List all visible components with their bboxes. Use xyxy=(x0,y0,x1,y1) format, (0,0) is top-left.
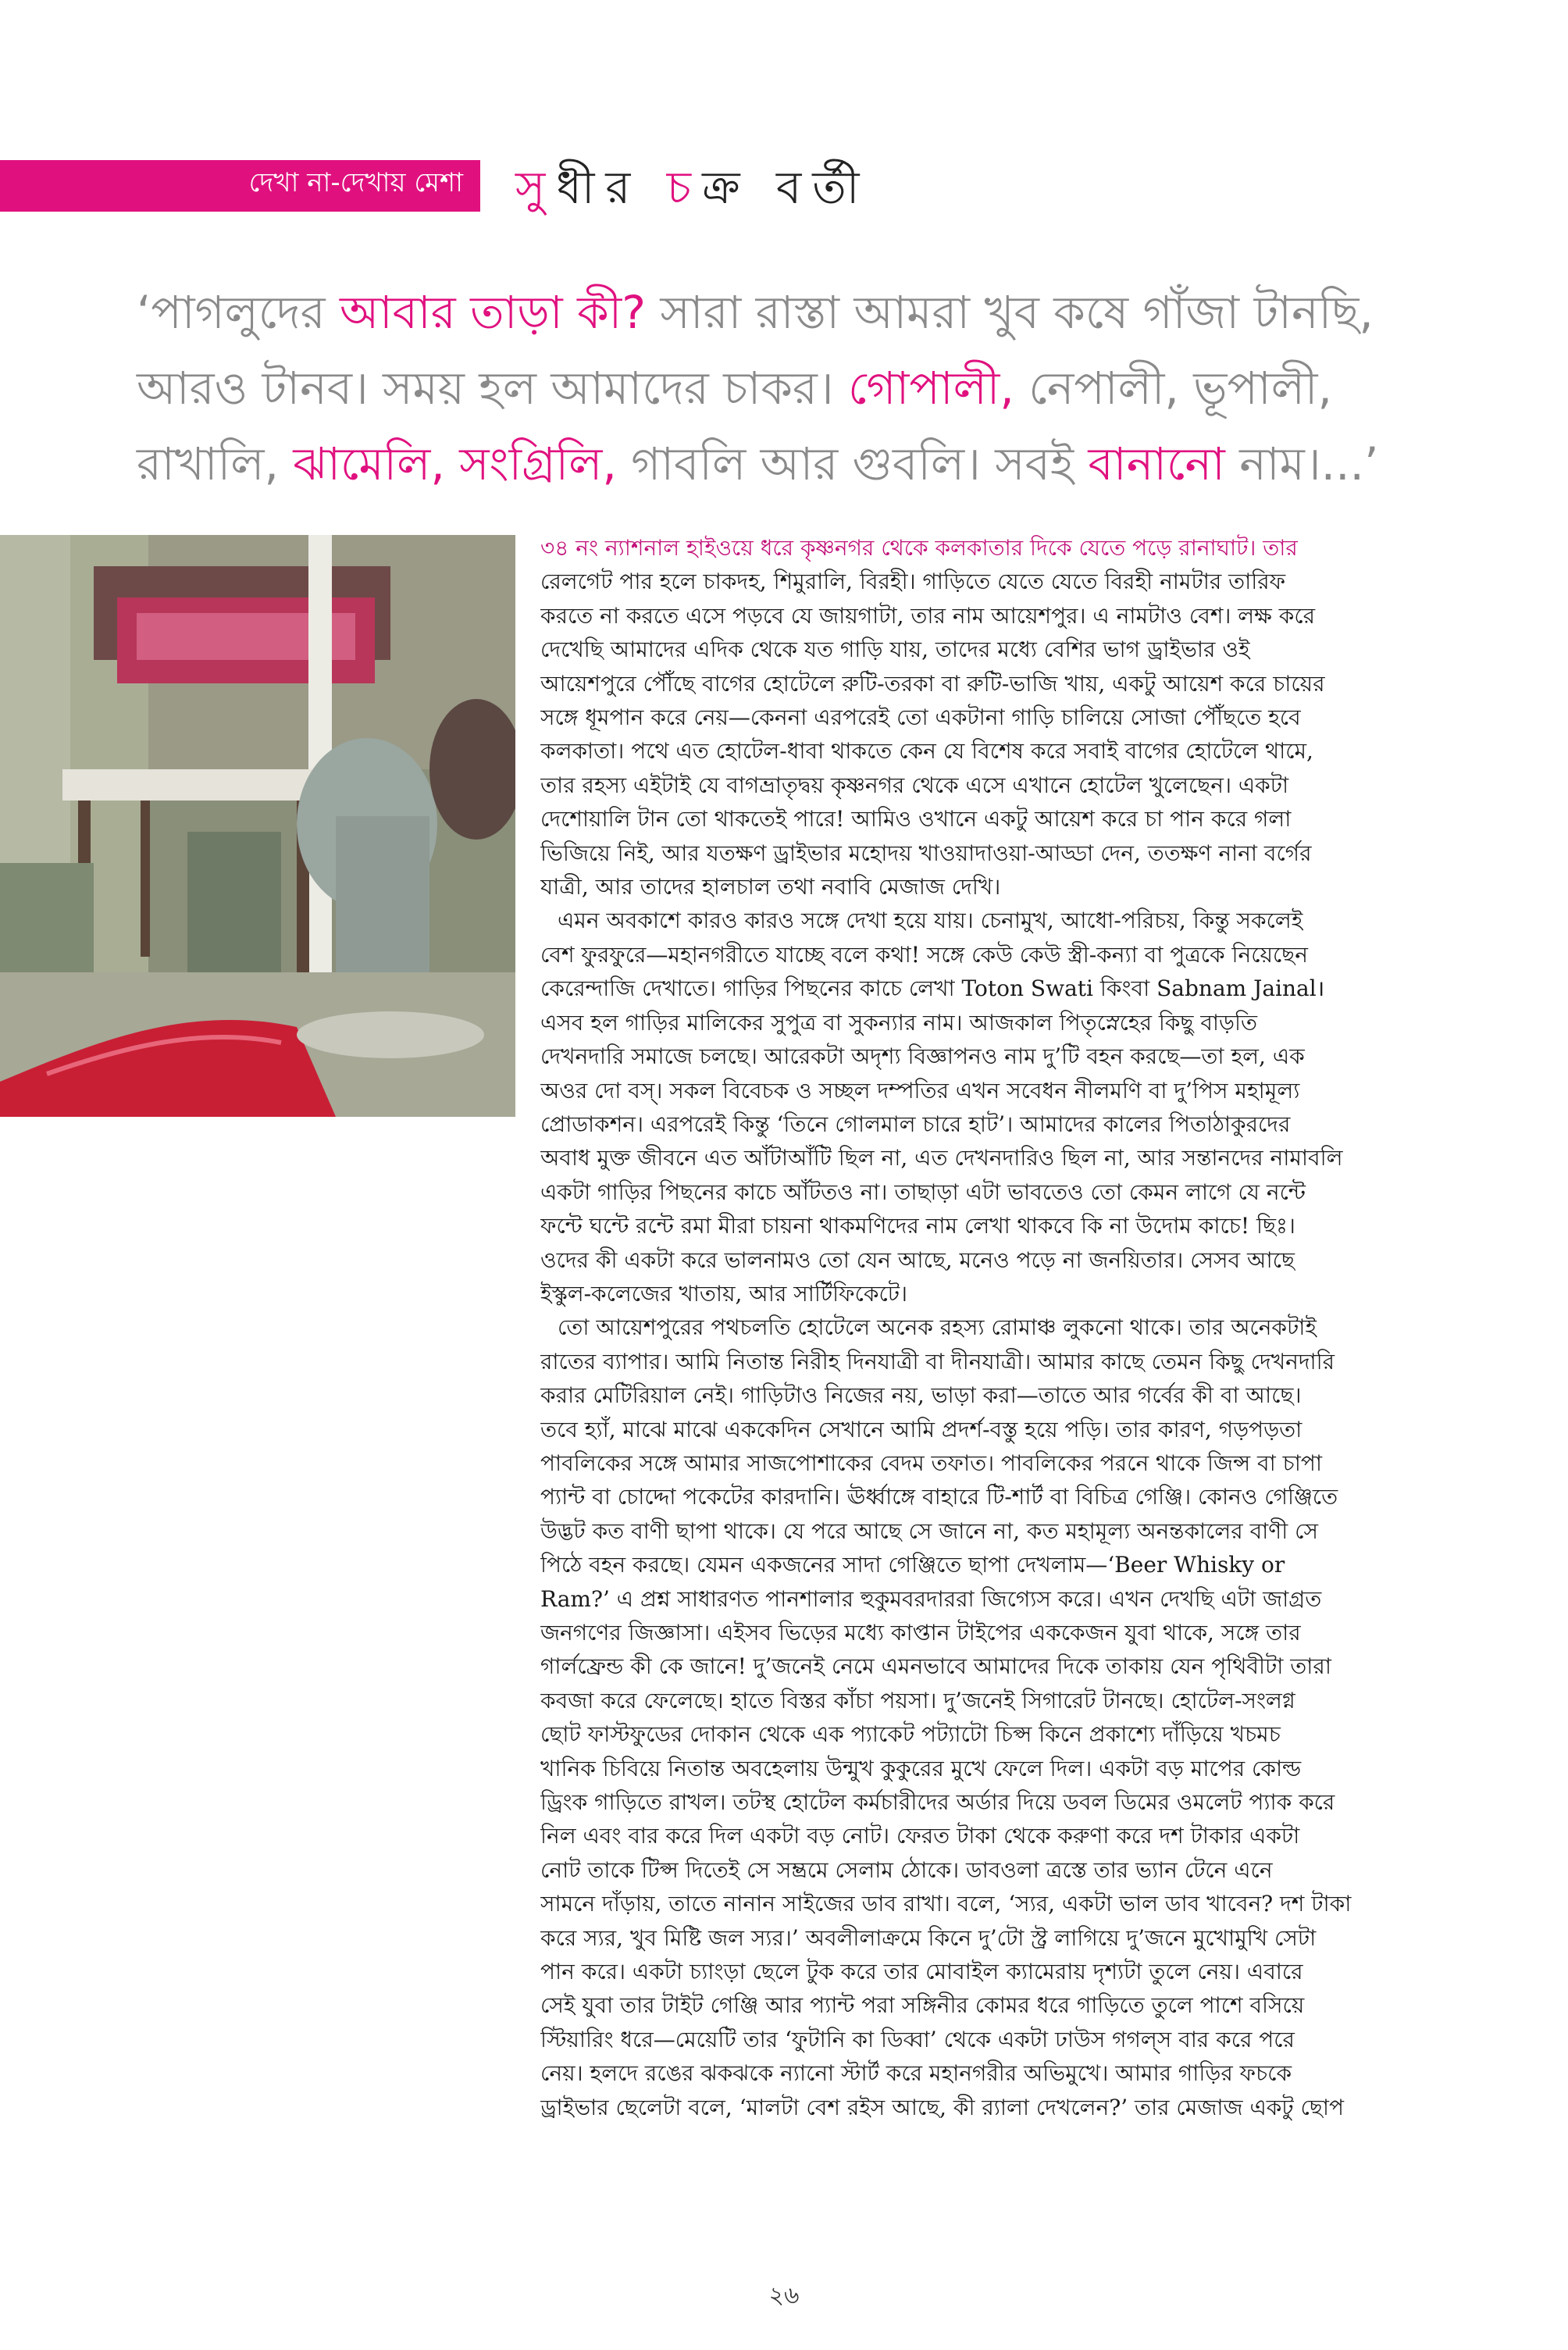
article-line: করে স্যর, খুব মিষ্টি জল স্যর।’ অবলীলাক্রমে কিনে দু’টো স্ট্র লাগিয়ে দু’জনে মুখোমুখি সেটা xyxy=(540,1924,1317,1951)
article-line: পাবলিকের সঙ্গে আমার সাজপোশাকের বেদম তফাত। পাবলিকের পরনে থাকে জিন্স বা চাপা xyxy=(540,1450,1323,1476)
article-line: দেখনদারি সমাজে চলছে। আরেকটা অদৃশ্য বিজ্ঞাপনও নাম দু’টি বহন করছে—তা হল, এক xyxy=(540,1043,1305,1070)
article-line: সঙ্গে ধূমপান করে নেয়—কেননা এরপরেই তো একটানা গাড়ি চালিয়ে সোজা পৌঁছতে হবে xyxy=(540,704,1301,731)
pull-quote-text: ‘পাগলুদের xyxy=(137,286,340,339)
pull-quote-highlight: বানানো xyxy=(1088,437,1225,490)
pull-quote-line xyxy=(137,275,1425,351)
article-line: রেলগেট পার হলে চাকদহ, শিমুরালি, বিরহী। গাড়িতে যেতে যেতে বিরহী নামটার তারিফ xyxy=(540,569,1286,595)
article-line: নোট তাকে টিপ্স দিতেই সে সম্ভ্রমে সেলাম ঠোকে। ডাবওলা ত্রস্তে তার ভ্যান টেনে এনে xyxy=(540,1856,1273,1883)
article-line: ভিজিয়ে নিই, আর যতক্ষণ ড্রাইভার মহোদয় খাওয়াদাওয়া-আড্ডা দেন, ততক্ষণ নানা বর্গের xyxy=(540,840,1312,866)
article-line: Ram?’ এ প্রশ্ন সাধারণত পানশালার হুকুমবরদাররা জিগ্যেস করে। এখন দেখছি এটা জাগ্রত xyxy=(540,1585,1322,1612)
pull-quote-text: নেপালী, ভূপালী, xyxy=(1014,362,1332,415)
article-line: সামনে দাঁড়ায়, তাতে নানান সাইজের ডাব রাখা। বলে, ‘স্যর, একটা ভাল ডাব খাবেন? দশ টাকা xyxy=(540,1891,1352,1917)
article-line: কবজা করে ফেলেছে। হাতে বিস্তর কাঁচা পয়সা। দু’জনেই সিগারেট টানছে। হোটেল-সংলগ্ন xyxy=(540,1687,1295,1713)
author-name-part: চ xyxy=(666,161,703,214)
pull-quote-line xyxy=(137,351,1425,426)
article-line: বেশ ফুরফুরে—মহানগরীতে যাচ্ছে বলে কথা! সঙ্গে কেউ কেউ স্ত্রী-কন্যা বা পুত্রকে নিয়েছেন xyxy=(540,941,1308,968)
author-name-part: সু xyxy=(515,161,557,214)
article-line: ফন্টে ঘন্টে রন্টে রমা মীরা চায়না থাকমণিদের নাম লেখা থাকবে কি না উদোম কাচে! ছিঃ। xyxy=(540,1213,1295,1239)
article-line: পান করে। একটা চ্যাংড়া ছেলে টুক করে তার মোবাইল ক্যামেরায় দৃশ্যটা তুলে নেয়। এবারে xyxy=(540,1959,1303,1985)
article-line: দেখেছি আমাদের এদিক থেকে যত গাড়ি যায়, তাদের মধ্যে বেশির ভাগ ড্রাইভার ওই xyxy=(540,637,1250,663)
pull-quote-text: আরও টানব। সময় হল আমাদের চাকর। xyxy=(137,362,849,415)
article-line: উদ্ভট কত বাণী ছাপা থাকে। যে পরে আছে সে জানে না, কত মহামূল্য অনন্তকালের বাণী সে xyxy=(540,1517,1318,1544)
article-line: ড্রাইভার ছেলেটা বলে, ‘মালটা বেশ রইস আছে, কী র‍্যালা দেখলেন?’ তার মেজাজ একটু ছোপ xyxy=(540,2094,1344,2120)
article-line: সেই যুবা তার টাইট গেঞ্জি আর প্যান্ট পরা সঙ্গিনীর কোমর ধরে গাড়িতে তুলে পাশে বসিয়ে xyxy=(540,1992,1305,2019)
section-tag xyxy=(0,160,480,212)
author-name-part: ক্র বর্তী xyxy=(702,161,871,214)
article-line: নেয়। হলদে রঙের ঝকঝকে ন্যানো স্টার্ট করে মহানগরীর অভিমুখে। আমার গাড়ির ফচকে xyxy=(540,2060,1292,2087)
article-line: নিল এবং বার করে দিল একটা বড় নোট। ফেরত টাকা থেকে করুণা করে দশ টাকার একটা xyxy=(540,1823,1300,1849)
article-line: পিঠে বহন করছে। যেমন একজনের সাদা গেঞ্জিতে ছাপা দেখলাম—‘Beer Whisky or xyxy=(540,1552,1285,1578)
pull-quote-text: সারা রাস্তা আমরা খুব কষে গাঁজা টানছি, xyxy=(646,286,1374,339)
article-line: যাত্রী, আর তাদের হালচাল তথা নবাবি মেজাজ দেখি। xyxy=(540,874,1001,900)
pull-quote xyxy=(137,275,1425,502)
article-line: একটা গাড়ির পিছনের কাচে আঁটতও না। তাছাড়া এটা ভাবতেও তো কেমন লাগে যে নন্টে xyxy=(540,1179,1306,1205)
pull-quote-text: গাবলি আর গুবলি। সবই xyxy=(616,437,1089,490)
article-photo xyxy=(0,535,515,1117)
pull-quote-line xyxy=(137,426,1425,502)
article-line: তার রহস্য এইটাই যে বাগভ্রাতৃদ্বয় কৃষ্ণনগর থেকে এসে এখানে হোটেল খুলেছেন। একটা xyxy=(540,772,1289,798)
pull-quote-highlight: গোপালী, xyxy=(848,362,1014,415)
article-line: তবে হ্যাঁ, মাঝে মাঝে এককেদিন সেখানে আমি প্রদর্শ-বস্তু হয়ে পড়ি। তার কারণ, গড়পড়তা xyxy=(540,1416,1303,1442)
section-tag-label: দেখা না-দেখায় মেশা xyxy=(248,167,463,198)
pull-quote-highlight: ঝামেলি, সংগ্রিলি, xyxy=(293,437,617,490)
article-line: অবাধ মুক্ত জীবনে এত আঁটাআঁটি ছিল না, এত দেখনদারিও ছিল না, আর সন্তানদের নামাবলি xyxy=(540,1145,1343,1171)
article-line: কেরেন্দাজি দেখাতে। গাড়ির পিছনের কাচে লেখা Toton Swati কিংবা Sabnam Jainal। xyxy=(540,975,1325,1002)
article-line: দেশোয়ালি টান তো থাকতেই পারে! আমিও ওখানে একটু আয়েশ করে চা পান করে গলা xyxy=(540,806,1292,833)
article-line: করতে না করতে এসে পড়বে যে জায়গাটা, তার নাম আয়েশপুর। এ নামটাও বেশ। লক্ষ করে xyxy=(540,602,1315,629)
pull-quote-text: রাখালি, xyxy=(137,437,294,490)
article-line: অওর দো বস্। সকল বিবেচক ও সচ্ছল দম্পতির এখন সবেধন নীলমণি বা দু’পিস মহামূল্য xyxy=(540,1077,1300,1104)
article-line: ছোট ফাস্টফুডের দোকান থেকে এক প্যাকেট পট্যাটো চিপ্স কিনে প্রকাশ্যে দাঁড়িয়ে খচমচ xyxy=(540,1721,1281,1748)
author-name-part: ধীর xyxy=(556,161,667,214)
author-name xyxy=(515,153,870,229)
article-line: আয়েশপুরে পৌঁছে বাগের হোটেলে রুটি-তরকা বা রুটি-ভাজি খায়, একটু আয়েশ করে চায়ের xyxy=(540,670,1325,697)
article-line: তো আয়েশপুরের পথচলতি হোটেলে অনেক রহস্য রোমাঞ্চ লুকনো থাকে। তার অনেকটাই xyxy=(558,1314,1317,1341)
article-line: এমন অবকাশে কারও কারও সঙ্গে দেখা হয়ে যায়। চেনামুখ, আধো-পরিচয়, কিন্তু সকলেই xyxy=(558,908,1303,934)
article-line: ওদের কী একটা করে ভালনামও তো যেন আছে, মনেও পড়ে না জনয়িতার। সেসব আছে xyxy=(540,1246,1295,1273)
page-number: ২৬ xyxy=(768,2282,800,2309)
article-line: ড্রিংক গাড়িতে রাখল। তটস্থ হোটেল কর্মচারীদের অর্ডার দিয়ে ডবল ডিমের ওমলেট প্যাক করে xyxy=(540,1789,1335,1816)
article-line: খানিক চিবিয়ে নিতান্ত অবহেলায় উন্মুখ কুকুরের মুখে ফেলে দিল। একটা বড় মাপের কোল্ড xyxy=(540,1755,1302,1781)
article-line: প্রোডাকশন। এরপরেই কিন্তু ‘তিনে গোলমাল চারে হাট’। আমাদের কালের পিতাঠাকুরদের xyxy=(540,1111,1291,1137)
article-line: প্যান্ট বা চোদ্দো পকেটের কারদানি। ঊর্ধ্বাঙ্গে বাহারে টি-শার্ট বা বিচিত্র গেঞ্জি। কোনও গেঞ্জিতে xyxy=(540,1484,1338,1510)
pull-quote-text: নাম।...’ xyxy=(1224,437,1379,490)
article-body xyxy=(540,531,1458,2124)
article-line: করার মেটিরিয়াল নেই। গাড়িটাও নিজের নয়, ভাড়া করা—তাতে আর গর্বের কী বা আছে। xyxy=(540,1382,1302,1409)
pull-quote-highlight: আবার তাড়া কী? xyxy=(339,286,647,339)
article-line: রাতের ব্যাপার। আমি নিতান্ত নিরীহ দিনযাত্রী বা দীনযাত্রী। আমার কাছে তেমন কিছু দেখনদারি xyxy=(540,1348,1335,1375)
article-line: জনগণের জিজ্ঞাসা। এইসব ভিড়ের মধ্যে কাপ্তান টাইপের এককেজন যুবা থাকে, সঙ্গে তার xyxy=(540,1620,1301,1646)
photo-illustration xyxy=(0,535,515,1117)
article-line: স্টিয়ারিং ধরে—মেয়েটি তার ‘ফুটানি কা ডিব্বা’ থেকে একটা ঢাউস গগল্স বার করে পরে xyxy=(540,2026,1295,2052)
article-lead-line: ৩৪ নং ন্যাশনাল হাইওয়ে ধরে কৃষ্ণনগর থেকে কলকাতার দিকে যেতে পড়ে রানাঘাট। তার xyxy=(540,535,1298,561)
article-line: গার্লফ্রেন্ড কী কে জানে! দু’জনেই নেমে এমনভাবে আমাদের দিকে তাকায় যেন পৃথিবীটা তারা xyxy=(540,1653,1331,1680)
article-line: এসব হল গাড়ির মালিকের সুপুত্র বা সুকন্যার নাম। আজকাল পিতৃস্নেহের কিছু বাড়তি xyxy=(540,1009,1258,1036)
article-line: ইস্কুল-কলেজের খাতায়, আর সার্টিফিকেটে। xyxy=(540,1280,907,1307)
article-line: কলকাতা। পথে এত হোটেল-ধাবা থাকতে কেন যে বিশেষ করে সবাই বাগের হোটেলে থামে, xyxy=(540,738,1313,765)
